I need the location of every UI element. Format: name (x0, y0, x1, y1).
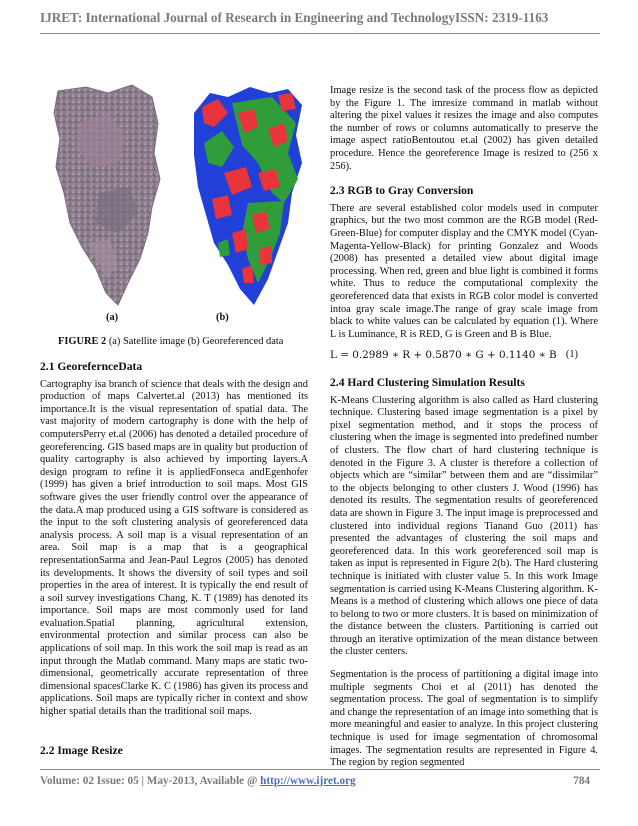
section-2-3-heading: 2.3 RGB to Gray Conversion (330, 184, 474, 198)
left-column (40, 361, 308, 719)
right-column-top (330, 85, 598, 341)
section-2-3-text: There are several established color models used in computer graphics, but the two most common are the RGB model (Red-Green-Blue) for computer display and the CMYK model (Cyan-Magenta-Yellow-Black) for printing Gonzalez and Woods (2008) has presented a detailed view about digital image processing. When red, green and blue light is combined it forms white. Thus to reduce the computational complexity the georeferenced data that exists in RGB color model is converted intoa gray scale image.The range of gray scale image from black to white values can be calculated by equation (1). Where L is Luminance, R is RED, G is Green and B is Blue. (330, 202, 598, 340)
section-2-2-block (40, 745, 308, 758)
right-column-bottom (330, 377, 598, 770)
section-2-4-heading: 2.4 Hard Clustering Simulation Results (330, 376, 525, 389)
journal-header: IJRET: International Journal of Research in Engineering and TechnologyISSN: 2319-1163 (40, 10, 549, 25)
georeferenced-map (188, 83, 308, 307)
equation-number: (1) (565, 349, 578, 360)
header-divider (40, 33, 600, 34)
page-number: 784 (573, 775, 590, 787)
section-2-2-heading: 2.2 Image Resize (40, 744, 123, 757)
figure-2 (40, 83, 308, 323)
figure-caption-text: (a) Satellite image (b) Georeferenced data (106, 336, 284, 347)
section-2-1-text: Cartography isa branch of science that deals with the design and production of maps Calvertet.al (2013) has mentioned its importance.It is the visual representation of spatial data. The vast majority of modern cartography is done with the help of computersPerry et.al (2006) has denoted a detailed procedure of georeferencing. GIS based maps are in quality but production of quality cartography is also achieved by importing layers.A design program to refine it is appliedFonseca andEgenhofer (1999) has given a brief introduction to soil maps. Most GIS software gives the user friendly control over the appearance of the data.A map produced using a GIS software is considered as the input to the soft clustering analysis of georeferenced data analysis process. A soil map is a visual representation of an area. Soil map is a map that is a geographical representationSarma and Jean-Paul Legros (2005) has denoted its developments. It shows the diversity of soil types and soil properties in the area of interest. It is typically the end result of a soil survey investigations Chang, K. T (1989) has denoted its importance. Soil maps are most commonly used for land evaluation.Spatial planning, agricultural extension, environmental protection and similar process can also be applications of soil map. In this work the soil map is read as an input through the Matlab command. Many maps are static two-dimensional, geometrically accurate representation of three dimensional spacesClarke K. C (1986) has given its process and applications. Soil maps are typically richer in context and show higher spatial details than the traditional soil maps. (40, 378, 308, 718)
footer-volume-info: Volume: 02 Issue: 05 | May-2013, Available @ (40, 775, 261, 787)
section-2-4-text-2: Segmentation is the process of partitioning a digital image into multiple segments Choi et al (2011) has denoted the segmentation process. The goal of segmentation is to simplify and change the representation of an image into something that is more meaningful and easier to analyze. In this project clustering technique is used for image segmentation of chromosomal images. The segmentation results are represented in Figure 4. The region by region segmented (330, 669, 598, 769)
figure-label-b: (b) (216, 312, 229, 323)
section-2-4-text-1: K-Means Clustering algorithm is also called as Hard clustering technique. Clustering based image segmentation is a pixel by pixel segmentation method, and it stops the process of clustering when the image is segmented into predefined number of clusters. The flow chart of hard clustering technique is denoted in the Figure 3. A cluster is therefore a collection of objects which are “similar” between them and are “dissimilar” to the objects belonging to other clusters J. Wood (1996) has denoted its results. The segmentation results of georeferenced data are shown in Figure 3. The input image is preprocessed and clustered into individual regions Tianand Guo (2011) has presented the advantages of clustering the soil maps and georeferenced data. In this work georeferenced soil map is taken as input is represented in Figure 2(b). The Hard clustering technique is initiated with cluster value 5. In this work Image segmentation is carried using K-Means Clustering algorithm. K-Means is a method of clustering which allows one piece of data to belong to two or more clusters. It is based on minimization of the distance between the clusters. Partitioning is carried out through an iterative optimization of the mean distance between the cluster centers. (330, 394, 598, 658)
footer-divider (40, 769, 600, 770)
satellite-image (48, 83, 166, 307)
image-resize-text: Image resize is the second task of the process flow as depicted by the Figure 1. The imresize command in matlab without altering the pixel values it resizes the image and also computes the number of rows or columns automatically to preserve the image aspect ratioBentoutou et.al (2002) has given detailed procedure. Hence the georeference Image is resized to (256 x 256). (330, 85, 598, 172)
equation-1 (330, 349, 598, 361)
footer (40, 775, 600, 787)
equation-body: L = 0.2989 ∗ R + 0.5870 ∗ G + 0.1140 ∗ B (330, 349, 557, 361)
footer-link[interactable]: http://www.ijret.org (260, 775, 356, 787)
figure-caption (58, 336, 283, 347)
figure-label-a: (a) (106, 312, 119, 323)
figure-caption-label: FIGURE 2 (58, 336, 107, 347)
section-2-1-heading: 2.1 GeorefernceData (40, 360, 143, 373)
